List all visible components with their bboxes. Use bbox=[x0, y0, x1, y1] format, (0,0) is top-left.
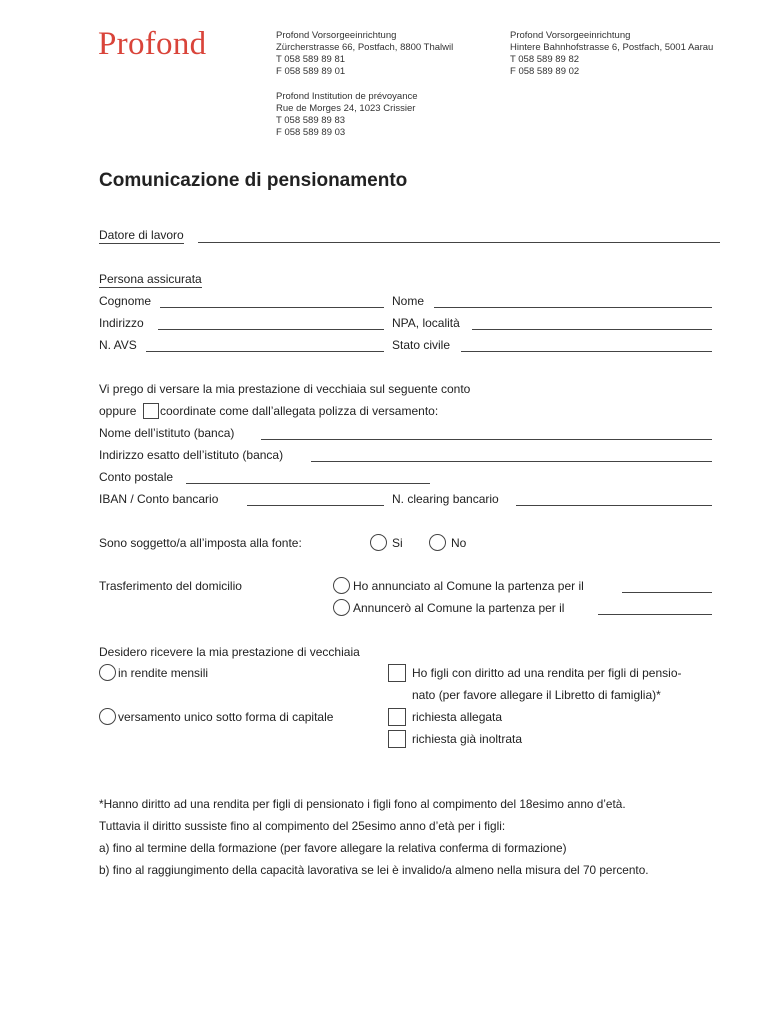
address-label: Indirizzo bbox=[99, 316, 144, 330]
benefit-heading: Desidero ricevere la mia prestazione di vecchiaia bbox=[99, 645, 360, 659]
request-attached-checkbox[interactable] bbox=[388, 708, 406, 726]
address-line: Hintere Bahnhofstrasse 6, Postfach, 5001 Aarau bbox=[510, 42, 714, 53]
postal-account-field[interactable] bbox=[186, 483, 430, 484]
request-attached-label: richiesta allegata bbox=[412, 710, 503, 724]
children-pension-label-cont: nato (per favore allegare il Libretto di famiglia)* bbox=[412, 688, 661, 702]
footnote-line: Tuttavia il diritto sussiste fino al compimento del 25esimo anno d’età per i figli: bbox=[99, 819, 506, 833]
footnote-line: b) fino al raggiungimento della capacità lavorativa se lei è invalido/a almeno nella misura del 70 percento. bbox=[99, 863, 649, 877]
footnote-line: a) fino al termine della formazione (per favore allegare la relativa conferma di formazione) bbox=[99, 841, 567, 855]
lump-sum-radio[interactable] bbox=[99, 708, 116, 725]
monthly-pension-label: in rendite mensili bbox=[118, 666, 209, 680]
domicile-will-announce-date-field[interactable] bbox=[598, 614, 712, 615]
address-field[interactable] bbox=[158, 329, 384, 330]
domicile-transfer-label: Trasferimento del domicilio bbox=[99, 579, 242, 593]
employer-field[interactable] bbox=[198, 242, 720, 243]
domicile-will-announce-radio[interactable] bbox=[333, 599, 350, 616]
address-line: F 058 589 89 02 bbox=[510, 66, 580, 77]
withholding-yes-label: Si bbox=[392, 536, 403, 550]
lump-sum-label: versamento unico sotto forma di capitale bbox=[118, 710, 334, 724]
address-line: F 058 589 89 01 bbox=[276, 66, 346, 77]
domicile-will-announce-label: Annuncerò al Comune la partenza per il bbox=[353, 601, 565, 615]
bank-name-label: Nome dell’istituto (banca) bbox=[99, 426, 235, 440]
withholding-no-label: No bbox=[451, 536, 467, 550]
name-label: Nome bbox=[392, 294, 425, 308]
children-pension-label: Ho figli con diritto ad una rendita per figli di pensio- bbox=[412, 666, 682, 680]
clearing-field[interactable] bbox=[516, 505, 712, 506]
surname-label: Cognome bbox=[99, 294, 152, 308]
clearing-label: N. clearing bancario bbox=[392, 492, 499, 506]
iban-field[interactable] bbox=[247, 505, 384, 506]
zip-city-label: NPA, località bbox=[392, 316, 460, 330]
iban-label: IBAN / Conto bancario bbox=[99, 492, 219, 506]
address-line: T 058 589 89 81 bbox=[276, 54, 346, 65]
form-title: Comunicazione di pensionamento bbox=[99, 170, 408, 191]
domicile-announced-radio[interactable] bbox=[333, 577, 350, 594]
postal-account-label: Conto postale bbox=[99, 470, 174, 484]
payment-or-label: oppure bbox=[99, 404, 137, 418]
payment-instruction: Vi prego di versare la mia prestazione di vecchiaia sul seguente conto bbox=[99, 382, 471, 396]
withholding-no-radio[interactable] bbox=[429, 534, 446, 551]
employer-label: Datore di lavoro bbox=[99, 228, 184, 242]
request-forwarded-label: richiesta già inoltrata bbox=[412, 732, 523, 746]
address-line: Profond Institution de prévoyance bbox=[276, 91, 418, 102]
payment-slip-checkbox[interactable] bbox=[143, 403, 159, 419]
address-thalwil bbox=[276, 30, 453, 78]
address-line: Zürcherstrasse 66, Postfach, 8800 Thalwil bbox=[276, 42, 454, 53]
monthly-pension-radio[interactable] bbox=[99, 664, 116, 681]
avs-label: N. AVS bbox=[99, 338, 137, 352]
domicile-announced-date-field[interactable] bbox=[622, 592, 712, 593]
footnote-line: *Hanno diritto ad una rendita per figli di pensionato i figli fono al compimento del 18esimo anno d’età. bbox=[99, 797, 626, 811]
domicile-announced-label: Ho annunciato al Comune la partenza per il bbox=[353, 579, 584, 593]
address-aarau bbox=[510, 30, 713, 78]
name-field[interactable] bbox=[434, 307, 712, 308]
address-line: T 058 589 89 83 bbox=[276, 115, 346, 126]
civil-status-field[interactable] bbox=[461, 351, 712, 352]
insured-heading: Persona assicurata bbox=[99, 272, 202, 286]
withholding-tax-label: Sono soggetto/a all’imposta alla fonte: bbox=[99, 536, 302, 550]
address-line: Profond Vorsorgeeinrichtung bbox=[510, 30, 631, 41]
civil-status-label: Stato civile bbox=[392, 338, 451, 352]
withholding-yes-radio[interactable] bbox=[370, 534, 387, 551]
address-line: T 058 589 89 82 bbox=[510, 54, 580, 65]
avs-field[interactable] bbox=[146, 351, 384, 352]
address-line: Profond Vorsorgeeinrichtung bbox=[276, 30, 397, 41]
request-forwarded-checkbox[interactable] bbox=[388, 730, 406, 748]
surname-field[interactable] bbox=[160, 307, 384, 308]
address-line: F 058 589 89 03 bbox=[276, 127, 346, 138]
bank-address-field[interactable] bbox=[311, 461, 712, 462]
bank-address-label: Indirizzo esatto dell’istituto (banca) bbox=[99, 448, 284, 462]
bank-name-field[interactable] bbox=[261, 439, 712, 440]
zip-city-field[interactable] bbox=[472, 329, 712, 330]
address-crissier bbox=[276, 91, 418, 139]
profond-logo: Profond bbox=[98, 26, 207, 62]
address-line: Rue de Morges 24, 1023 Crissier bbox=[276, 103, 416, 114]
children-pension-checkbox[interactable] bbox=[388, 664, 406, 682]
payment-slip-label: coordinate come dall’allegata polizza di versamento: bbox=[160, 404, 439, 418]
